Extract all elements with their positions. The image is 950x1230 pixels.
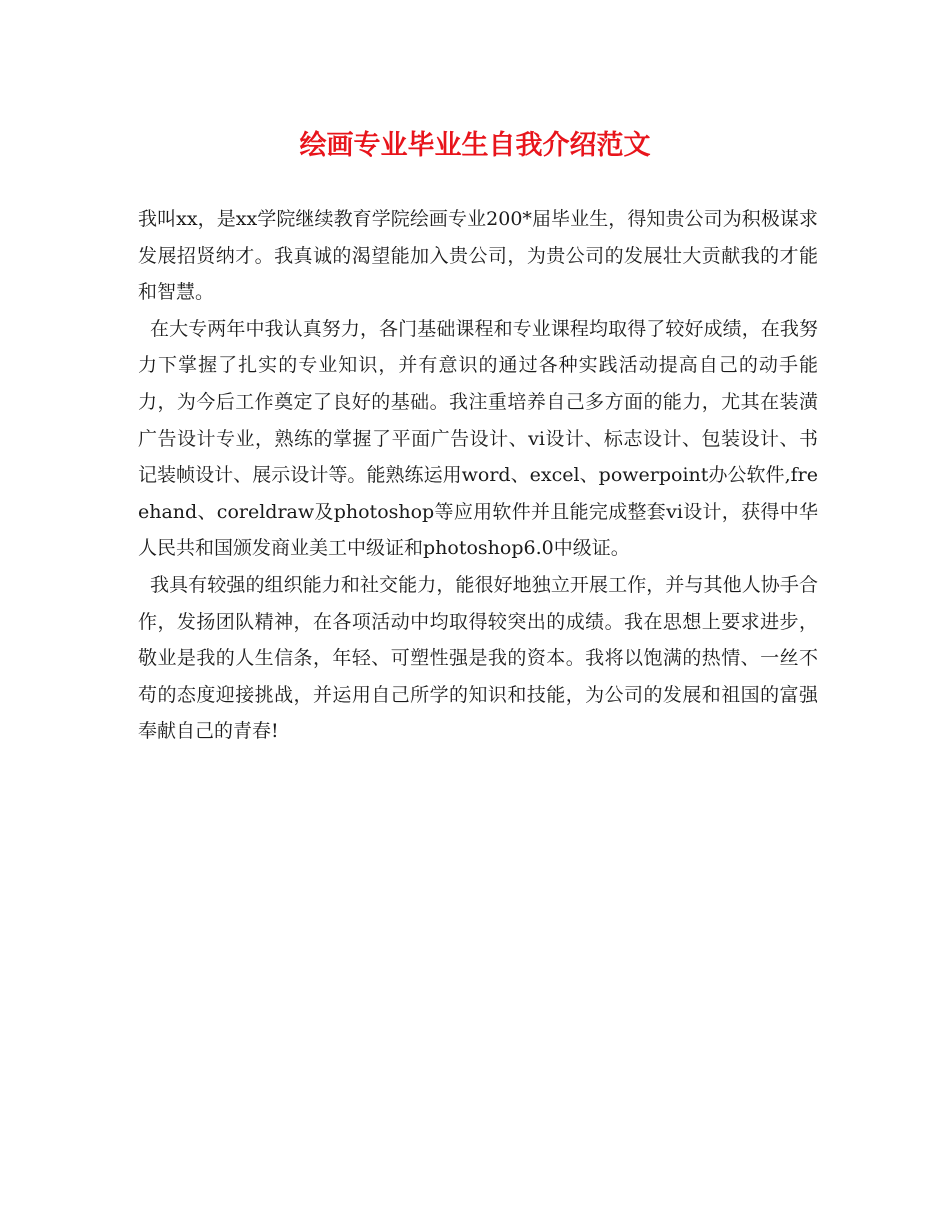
paragraph-ability: 我具有较强的组织能力和社交能力，能很好地独立开展工作，并与其他人协手合作，发扬团队精神，在各项活动中均取得较突出的成绩。我在思想上要求进步，敬业是我的人生信条，年轻、可塑性强是我的资本。我将以饱满的热情、一丝不苟的态度迎接挑战，并运用自己所学的知识和技能，为公司的发展和祖国的富强奉献自己的青春! — [138, 573, 818, 743]
document-title: 绘画专业毕业生自我介绍范文 — [299, 130, 651, 161]
paragraph-study: 在大专两年中我认真努力，各门基础课程和专业课程均取得了较好成绩，在我努力下掌握了扎实的专业知识，并有意识的通过各种实践活动提高自己的动手能力，为今后工作奠定了良好的基础。我注重培养自己多方面的能力，尤其在装潢广告设计专业，熟练的掌握了平面广告设计、vi设计、标志设计、包装设计、书记装帧设计、展示设计等。能熟练运用word、excel、powerpoint办公软件,freehand、coreldraw及photoshop等应用软件并且能完成整套vi设计，获得中华人民共和国颁发商业美工中级证和photoshop6.0中级证。 — [138, 317, 818, 560]
document-body — [138, 201, 818, 750]
paragraph-intro: 我叫xx，是xx学院继续教育学院绘画专业200*届毕业生，得知贵公司为积极谋求发展招贤纳才。我真诚的渴望能加入贵公司，为贵公司的发展壮大贡献我的才能和智慧。 — [138, 208, 818, 304]
